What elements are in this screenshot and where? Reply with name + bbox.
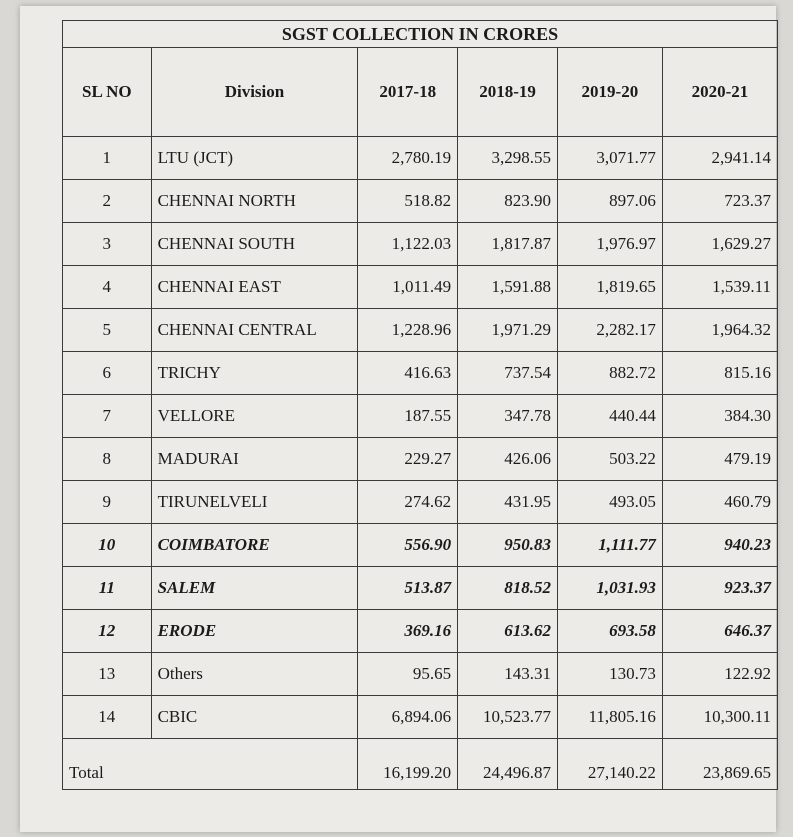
division-cell: SALEM [151, 567, 358, 610]
value-2020-21: 460.79 [662, 481, 777, 524]
value-2018-19: 1,817.87 [458, 223, 558, 266]
table-row [63, 395, 778, 438]
header-2020-21: 2020-21 [662, 48, 777, 137]
value-2018-19: 143.31 [458, 653, 558, 696]
value-2018-19: 426.06 [458, 438, 558, 481]
total-label: Total [63, 739, 358, 790]
value-2020-21: 122.92 [662, 653, 777, 696]
table-row [63, 309, 778, 352]
division-cell: CHENNAI NORTH [151, 180, 358, 223]
value-2017-18: 187.55 [358, 395, 458, 438]
value-2019-20: 503.22 [557, 438, 662, 481]
document-sheet [20, 6, 776, 832]
value-2019-20: 1,976.97 [557, 223, 662, 266]
table-row [63, 653, 778, 696]
division-cell: LTU (JCT) [151, 137, 358, 180]
sl-cell: 12 [63, 610, 152, 653]
division-cell: Others [151, 653, 358, 696]
value-2019-20: 1,111.77 [557, 524, 662, 567]
value-2018-19: 950.83 [458, 524, 558, 567]
division-cell: CHENNAI EAST [151, 266, 358, 309]
value-2017-18: 95.65 [358, 653, 458, 696]
value-2020-21: 646.37 [662, 610, 777, 653]
value-2017-18: 556.90 [358, 524, 458, 567]
table-row [63, 696, 778, 739]
value-2019-20: 882.72 [557, 352, 662, 395]
sl-cell: 14 [63, 696, 152, 739]
value-2019-20: 2,282.17 [557, 309, 662, 352]
value-2018-19: 818.52 [458, 567, 558, 610]
division-cell: TRICHY [151, 352, 358, 395]
value-2018-19: 3,298.55 [458, 137, 558, 180]
value-2019-20: 11,805.16 [557, 696, 662, 739]
header-row [63, 48, 778, 137]
value-2019-20: 693.58 [557, 610, 662, 653]
value-2017-18: 369.16 [358, 610, 458, 653]
value-2017-18: 2,780.19 [358, 137, 458, 180]
division-cell: CHENNAI CENTRAL [151, 309, 358, 352]
table-row [63, 352, 778, 395]
value-2019-20: 1,031.93 [557, 567, 662, 610]
value-2020-21: 2,941.14 [662, 137, 777, 180]
total-value-2018-19: 24,496.87 [458, 739, 558, 790]
value-2019-20: 3,071.77 [557, 137, 662, 180]
value-2020-21: 815.16 [662, 352, 777, 395]
division-cell: ERODE [151, 610, 358, 653]
sl-cell: 5 [63, 309, 152, 352]
value-2018-19: 347.78 [458, 395, 558, 438]
value-2020-21: 723.37 [662, 180, 777, 223]
table-title: SGST COLLECTION IN CRORES [63, 21, 778, 48]
value-2018-19: 1,971.29 [458, 309, 558, 352]
value-2018-19: 431.95 [458, 481, 558, 524]
title-row [63, 21, 778, 48]
table-row [63, 524, 778, 567]
value-2017-18: 518.82 [358, 180, 458, 223]
value-2019-20: 440.44 [557, 395, 662, 438]
division-cell: MADURAI [151, 438, 358, 481]
sl-cell: 2 [63, 180, 152, 223]
table-row [63, 438, 778, 481]
division-cell: VELLORE [151, 395, 358, 438]
division-cell: TIRUNELVELI [151, 481, 358, 524]
sl-cell: 8 [63, 438, 152, 481]
sl-cell: 4 [63, 266, 152, 309]
division-cell: CBIC [151, 696, 358, 739]
sl-cell: 7 [63, 395, 152, 438]
value-2020-21: 479.19 [662, 438, 777, 481]
sl-cell: 11 [63, 567, 152, 610]
value-2017-18: 1,228.96 [358, 309, 458, 352]
division-cell: CHENNAI SOUTH [151, 223, 358, 266]
value-2018-19: 823.90 [458, 180, 558, 223]
total-value-2019-20: 27,140.22 [557, 739, 662, 790]
table-row [63, 223, 778, 266]
total-row [63, 739, 778, 790]
sl-cell: 3 [63, 223, 152, 266]
value-2017-18: 229.27 [358, 438, 458, 481]
value-2017-18: 416.63 [358, 352, 458, 395]
sl-cell: 10 [63, 524, 152, 567]
sgst-table [62, 20, 778, 790]
value-2018-19: 737.54 [458, 352, 558, 395]
table-row [63, 266, 778, 309]
value-2019-20: 897.06 [557, 180, 662, 223]
value-2020-21: 1,629.27 [662, 223, 777, 266]
total-value-2020-21: 23,869.65 [662, 739, 777, 790]
value-2018-19: 613.62 [458, 610, 558, 653]
value-2020-21: 10,300.11 [662, 696, 777, 739]
value-2017-18: 513.87 [358, 567, 458, 610]
value-2020-21: 940.23 [662, 524, 777, 567]
header-2018-19: 2018-19 [458, 48, 558, 137]
value-2019-20: 493.05 [557, 481, 662, 524]
total-value-2017-18: 16,199.20 [358, 739, 458, 790]
header-2017-18: 2017-18 [358, 48, 458, 137]
value-2018-19: 10,523.77 [458, 696, 558, 739]
value-2019-20: 130.73 [557, 653, 662, 696]
header-division: Division [151, 48, 358, 137]
table-row [63, 137, 778, 180]
value-2017-18: 1,011.49 [358, 266, 458, 309]
table-row [63, 567, 778, 610]
value-2020-21: 384.30 [662, 395, 777, 438]
value-2017-18: 274.62 [358, 481, 458, 524]
sl-cell: 9 [63, 481, 152, 524]
division-cell: COIMBATORE [151, 524, 358, 567]
value-2017-18: 1,122.03 [358, 223, 458, 266]
table-row [63, 180, 778, 223]
sl-cell: 6 [63, 352, 152, 395]
header-2019-20: 2019-20 [557, 48, 662, 137]
value-2018-19: 1,591.88 [458, 266, 558, 309]
value-2020-21: 923.37 [662, 567, 777, 610]
table-row [63, 481, 778, 524]
value-2020-21: 1,964.32 [662, 309, 777, 352]
sl-cell: 1 [63, 137, 152, 180]
header-sl-no: SL NO [63, 48, 152, 137]
table-row [63, 610, 778, 653]
value-2017-18: 6,894.06 [358, 696, 458, 739]
sl-cell: 13 [63, 653, 152, 696]
value-2019-20: 1,819.65 [557, 266, 662, 309]
value-2020-21: 1,539.11 [662, 266, 777, 309]
